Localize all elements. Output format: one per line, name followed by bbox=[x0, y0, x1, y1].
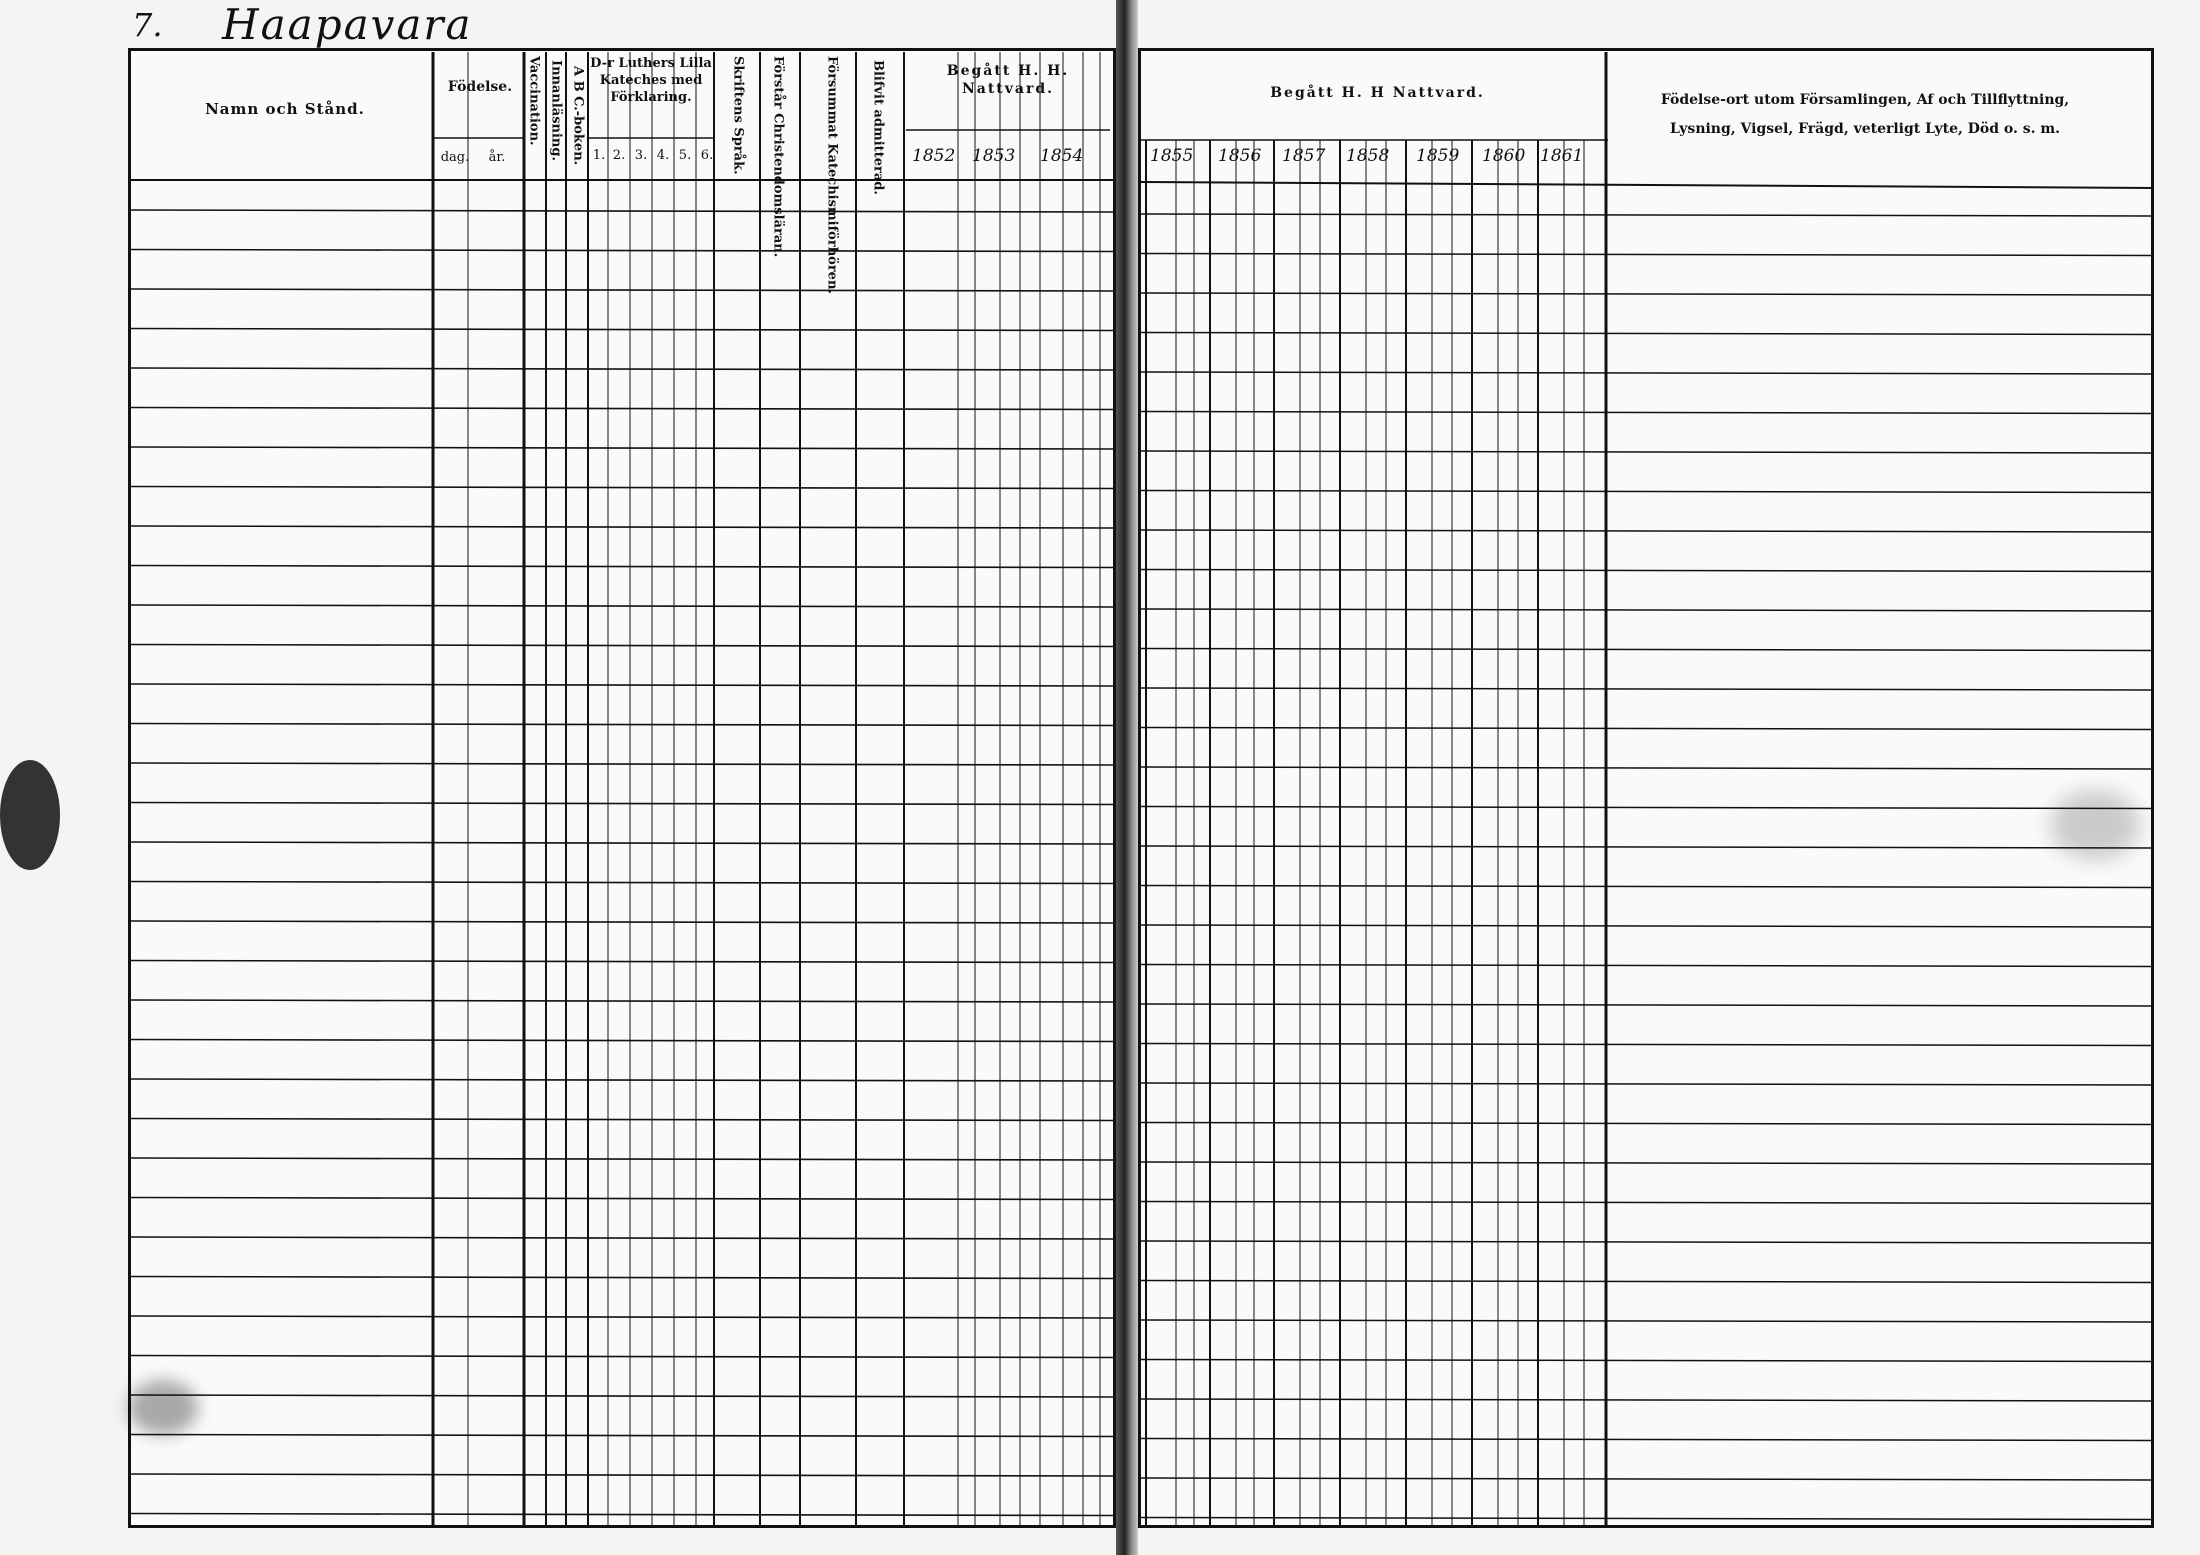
left-row-rule bbox=[128, 882, 1116, 884]
vaccination-header: Vaccination. bbox=[526, 56, 542, 146]
right-row-rule bbox=[1138, 728, 2154, 730]
left-row-rule bbox=[128, 526, 1116, 528]
left-row-rule bbox=[128, 447, 1116, 449]
left-row-rule bbox=[128, 684, 1116, 686]
year-header-1859: 1859 bbox=[1416, 146, 1460, 166]
right-row-rule bbox=[1138, 767, 2154, 769]
year-header-1853: 1853 bbox=[972, 146, 1016, 166]
left-row-rule bbox=[128, 408, 1116, 410]
left-row-rule bbox=[128, 921, 1116, 923]
right-row-rule bbox=[1138, 451, 2154, 453]
left-row-rule bbox=[128, 250, 1116, 252]
right-row-rule bbox=[1138, 1123, 2154, 1125]
reading-header: Innanläsning. bbox=[548, 60, 564, 161]
communion-header-left: Begått H. H. Nattvard. bbox=[946, 63, 1070, 98]
left-row-rule bbox=[128, 1198, 1116, 1200]
right-row-rule bbox=[1138, 1360, 2154, 1362]
right-row-rule bbox=[1138, 372, 2154, 374]
luther-column-5: 5. bbox=[678, 148, 692, 163]
handwritten-village-name: Haapavara bbox=[222, 0, 473, 49]
right-row-rule bbox=[1138, 1320, 2154, 1322]
ink-stain-left bbox=[0, 760, 60, 870]
left-row-rule bbox=[128, 368, 1116, 370]
right-row-rule bbox=[1138, 886, 2154, 888]
catechism-knowledge-header: Förstår Christendomsläran. bbox=[770, 56, 786, 258]
right-row-rule bbox=[1138, 1044, 2154, 1046]
birth-day-header: dag. bbox=[440, 150, 470, 165]
right-row-rule bbox=[1138, 412, 2154, 414]
right-row-rule bbox=[1138, 965, 2154, 967]
right-row-rule bbox=[1138, 570, 2154, 572]
year-header-1852: 1852 bbox=[912, 146, 956, 166]
scripture-header: Skriftens Språk. bbox=[730, 56, 746, 175]
year-header-1858: 1858 bbox=[1346, 146, 1390, 166]
luther-column-1: 1. bbox=[592, 148, 606, 163]
name-column-header: Namn och Stånd. bbox=[205, 100, 365, 118]
year-header-1861: 1861 bbox=[1540, 146, 1584, 166]
left-row-rule bbox=[128, 210, 1116, 212]
right-row-rule bbox=[1138, 1478, 2154, 1480]
year-header-1857: 1857 bbox=[1282, 146, 1326, 166]
right-row-rule bbox=[1138, 530, 2154, 532]
remarks-column-header: Födelse-ort utom Församlingen, Af och Tillflyttning, Lysning, Vigsel, Frägd, veterligt Lyte, Död o. s. m. bbox=[1660, 92, 2070, 138]
left-row-rule bbox=[128, 1356, 1116, 1358]
left-row-rule bbox=[128, 803, 1116, 805]
right-row-rule bbox=[1138, 609, 2154, 611]
left-row-rule bbox=[128, 487, 1116, 489]
left-row-rule bbox=[128, 842, 1116, 844]
left-row-rule bbox=[128, 763, 1116, 765]
right-row-rule bbox=[1138, 688, 2154, 690]
right-row-rule bbox=[1138, 846, 2154, 848]
right-row-rule bbox=[1138, 1004, 2154, 1006]
left-row-rule bbox=[128, 1158, 1116, 1160]
right-row-rule bbox=[1138, 333, 2154, 335]
luther-column-3: 3. bbox=[634, 148, 648, 163]
communion-header-right: Begått H. H Nattvard. bbox=[1270, 85, 1485, 101]
right-row-rule bbox=[1138, 214, 2154, 216]
luther-column-4: 4. bbox=[656, 148, 670, 163]
left-row-rule bbox=[128, 1040, 1116, 1042]
smudge-right bbox=[2050, 790, 2140, 860]
right-row-rule bbox=[1138, 1399, 2154, 1401]
left-row-rule bbox=[128, 961, 1116, 963]
year-header-1856: 1856 bbox=[1218, 146, 1262, 166]
right-row-rule bbox=[1138, 1518, 2154, 1520]
left-row-rule bbox=[128, 329, 1116, 331]
right-row-rule bbox=[1138, 649, 2154, 651]
luther-catechism-header: D-r Luthers Lilla Kateches med Förklaring. bbox=[590, 56, 712, 105]
right-row-rule bbox=[1138, 1202, 2154, 1204]
left-row-rule bbox=[128, 724, 1116, 726]
left-row-rule bbox=[128, 289, 1116, 291]
right-row-rule bbox=[1138, 1162, 2154, 1164]
birth-year-header: år. bbox=[488, 150, 506, 165]
luther-column-6: 6. bbox=[700, 148, 714, 163]
catechism-neglect-header: Försummat Katechismiförhören. bbox=[824, 56, 840, 294]
left-row-rule bbox=[128, 566, 1116, 568]
year-header-1860: 1860 bbox=[1482, 146, 1526, 166]
left-row-rule bbox=[128, 1514, 1116, 1516]
abc-book-header: A B C.-boken. bbox=[570, 66, 586, 166]
left-row-rule bbox=[128, 1119, 1116, 1121]
left-row-rule bbox=[128, 1079, 1116, 1081]
handwritten-page-number: 7. bbox=[132, 6, 163, 44]
right-row-rule bbox=[1138, 925, 2154, 927]
luther-column-2: 2. bbox=[612, 148, 626, 163]
left-row-rule bbox=[128, 645, 1116, 647]
left-row-rule bbox=[128, 1000, 1116, 1002]
left-row-rule bbox=[128, 1316, 1116, 1318]
left-row-rule bbox=[128, 1474, 1116, 1476]
right-row-rule bbox=[1138, 254, 2154, 256]
ink-smudge-bottom bbox=[128, 1380, 198, 1435]
right-row-rule bbox=[1138, 1083, 2154, 1085]
year-header-1854: 1854 bbox=[1040, 146, 1084, 166]
admitted-header: Blifvit admitterad. bbox=[870, 60, 886, 195]
right-row-rule bbox=[1138, 1281, 2154, 1283]
left-row-rule bbox=[128, 1395, 1116, 1397]
right-row-rule bbox=[1138, 1241, 2154, 1243]
right-row-rule bbox=[1138, 491, 2154, 493]
right-row-rule bbox=[1138, 1439, 2154, 1441]
header-rule-right bbox=[1138, 182, 2154, 188]
right-row-rule bbox=[1138, 807, 2154, 809]
left-row-rule bbox=[128, 1237, 1116, 1239]
birth-column-header: Födelse. bbox=[447, 79, 513, 95]
left-row-rule bbox=[128, 605, 1116, 607]
year-header-1855: 1855 bbox=[1150, 146, 1194, 166]
left-row-rule bbox=[128, 1277, 1116, 1279]
left-row-rule bbox=[128, 1435, 1116, 1437]
right-row-rule bbox=[1138, 293, 2154, 295]
